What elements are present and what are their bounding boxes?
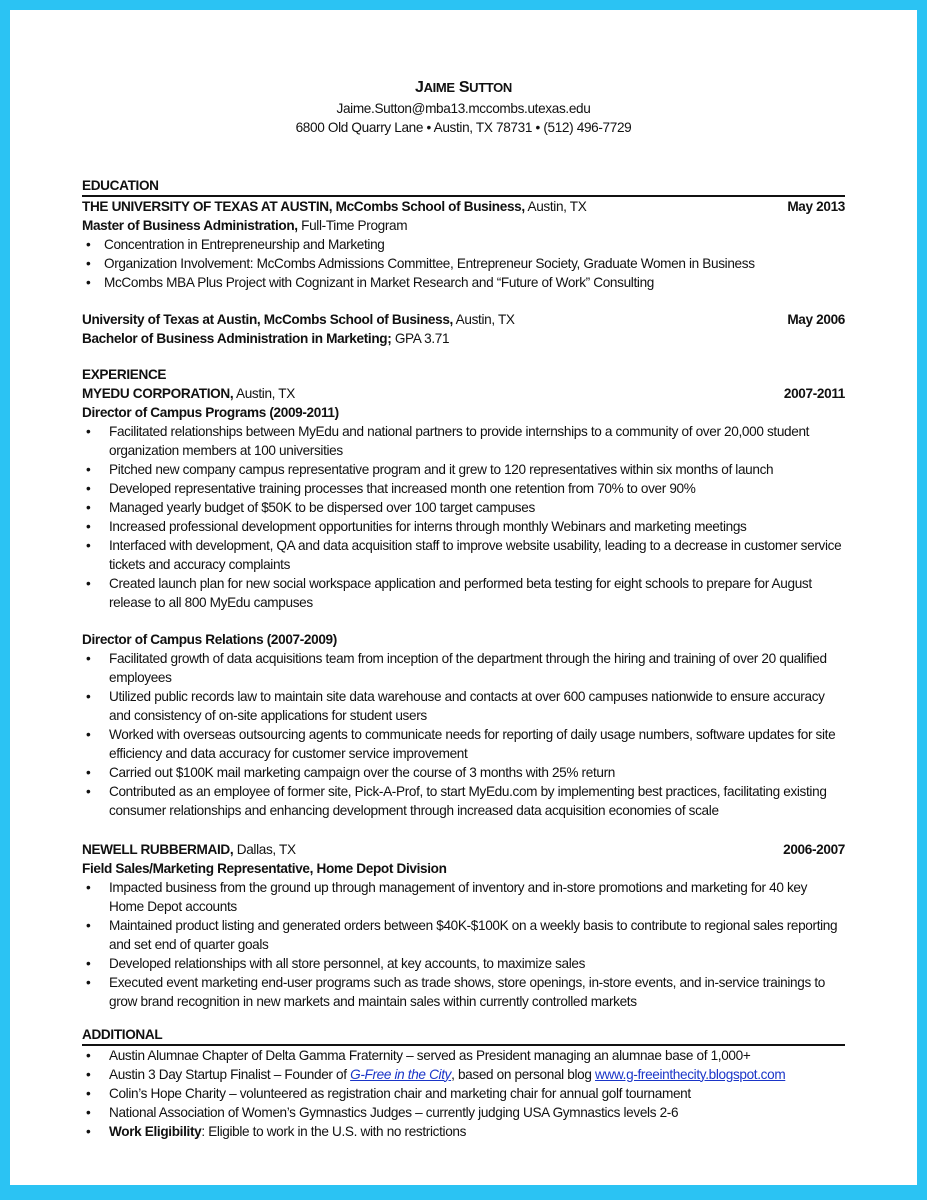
school-date: May 2013: [787, 198, 845, 214]
school-location: Austin, TX: [452, 311, 515, 327]
list-item: • Pitched new company campus representative program and it grew to 120 representatives within six months of launch: [82, 460, 845, 479]
role-bullets: [82, 422, 845, 612]
school-row: [82, 197, 845, 216]
education-section: [82, 197, 845, 348]
blog-link[interactable]: www.g-freeinthecity.blogspot.com: [595, 1066, 786, 1082]
name-part: UTTON: [469, 80, 512, 95]
candidate-name: [82, 78, 845, 98]
list-item: • Developed representative training processes that increased month one retention from 70% to over 90%: [82, 479, 845, 498]
list-item: • Executed event marketing end-user programs such as trade shows, store openings, in-store events, and in-service trainings to grow brand recognition in new markets and maintain sales within currently controlled markets: [82, 973, 845, 1011]
school-location: Austin, TX: [524, 198, 587, 214]
role-title: Director of Campus Programs (2009-2011): [82, 404, 339, 420]
school-name: [82, 310, 515, 329]
job-row: [82, 384, 845, 403]
degree: [82, 329, 845, 348]
experience-section: [82, 384, 845, 1011]
name-part: AIME: [423, 80, 455, 95]
role-bullets: [82, 649, 845, 820]
resume-content: [82, 78, 845, 1141]
job-date: 2007-2011: [783, 385, 845, 401]
text: , based on personal blog: [451, 1066, 596, 1082]
spacer: [82, 612, 845, 630]
company-location: Dallas, TX: [233, 841, 296, 857]
job-row: [82, 840, 845, 859]
school-row: [82, 310, 845, 329]
company-name: NEWELL RUBBERMAID,: [82, 841, 234, 857]
list-item: • Interfaced with development, QA and data acquisition staff to improve website usability, leading to a decrease in customer service tickets and accuracy complaints: [82, 536, 845, 574]
degree: [82, 216, 845, 235]
resume-header: [82, 78, 845, 138]
list-item: • Increased professional development opportunities for interns through monthly Webinars and marketing meetings: [82, 517, 845, 536]
list-item: [82, 1122, 845, 1141]
degree-detail: Full-Time Program: [297, 217, 408, 233]
list-item: • Facilitated relationships between MyEdu and national partners to provide internships to a community of over 20,000 student organization members at 100 universities: [82, 422, 845, 460]
list-item: • Impacted business from the ground up through management of inventory and in-store promotions and marketing for 40 key Home Depot accounts: [82, 878, 845, 916]
school-date: May 2006: [787, 311, 845, 327]
label: Work Eligibility: [109, 1123, 202, 1139]
degree-title: Bachelor of Business Administration in Marketing;: [82, 330, 392, 346]
role-title: Director of Campus Relations (2007-2009): [82, 631, 337, 647]
email: Jaime.Sutton@mba13.mccombs.utexas.edu: [336, 100, 591, 116]
g-free-link[interactable]: G-Free in the City: [350, 1066, 452, 1082]
section-heading-experience: EXPERIENCE: [82, 366, 167, 382]
section-heading-education: EDUCATION: [82, 176, 845, 197]
list-item: • Developed relationships with all store personnel, at key accounts, to maximize sales: [82, 954, 845, 973]
company-location: Austin, TX: [233, 385, 295, 401]
company-name: MYEDU CORPORATION,: [82, 385, 234, 401]
list-item: • Facilitated growth of data acquisitions team from inception of the department through the hiring and training of over 20 qualified employees: [82, 649, 845, 687]
role-bullets: [82, 878, 845, 1011]
list-item: • McCombs MBA Plus Project with Cognizant in Market Research and “Future of Work” Consulting: [82, 273, 845, 292]
text: Austin 3 Day Startup Finalist – Founder of: [109, 1066, 351, 1082]
section-heading-additional: ADDITIONAL: [82, 1025, 845, 1046]
list-item: • Carried out $100K mail marketing campaign over the course of 3 months with 25% return: [82, 763, 845, 782]
list-item: • Austin Alumnae Chapter of Delta Gamma Fraternity – served as President managing an alumnae base of 1,000+: [82, 1046, 845, 1065]
school-title: THE UNIVERSITY OF TEXAS AT AUSTIN, McCombs School of Business,: [82, 198, 525, 214]
list-item: • Managed yearly budget of $50K to be dispersed over 100 target campuses: [82, 498, 845, 517]
company: [82, 840, 296, 859]
resume-page: [10, 10, 917, 1185]
company: [82, 384, 295, 403]
degree-detail: GPA 3.71: [391, 330, 450, 346]
list-item: • Organization Involvement: McCombs Admissions Committee, Entrepreneur Society, Graduate Women in Business: [82, 254, 845, 273]
list-item: • Worked with overseas outsourcing agents to communicate needs for reporting of daily usage numbers, software updates for site efficiency and data accuracy for customer service improvement: [82, 725, 845, 763]
degree-title: Master of Business Administration,: [82, 217, 298, 233]
additional-list: [82, 1046, 845, 1141]
education-bullets: [82, 235, 845, 292]
list-item: • Concentration in Entrepreneurship and Marketing: [82, 235, 845, 254]
address-phone: 6800 Old Quarry Lane • Austin, TX 78731 • (512) 496-7729: [295, 120, 632, 135]
list-item: • Created launch plan for new social workspace application and performed beta testing for eight schools to prepare for August release to all 800 MyEdu campuses: [82, 574, 845, 612]
list-item: [82, 1065, 845, 1084]
school-title: University of Texas at Austin, McCombs School of Business,: [82, 311, 453, 327]
role-title: Field Sales/Marketing Representative, Home Depot Division: [82, 860, 447, 876]
spacer: [82, 820, 845, 840]
name-part: S: [458, 79, 470, 96]
list-item: • Maintained product listing and generated orders between $40K-$100K on a weekly basis to contribute to regional sales reporting and set end of quarter goals: [82, 916, 845, 954]
job-date: 2006-2007: [783, 841, 845, 857]
list-item: • Colin’s Hope Charity – volunteered as registration chair and marketing chair for annual golf tournament: [82, 1084, 845, 1103]
spacer: [82, 292, 845, 310]
list-item: • Utilized public records law to maintain site data warehouse and contacts at over 600 campuses nationwide to ensure accuracy and consistency of on-site applications for student users: [82, 687, 845, 725]
text: : Eligible to work in the U.S. with no restrictions: [201, 1123, 467, 1139]
list-item: • Contributed as an employee of former site, Pick-A-Prof, to start MyEdu.com by implementing best practices, facilitating existing consumer relationships and enhancing development through increased data acquisition economies of scale: [82, 782, 845, 820]
name-part: J: [415, 79, 424, 96]
school-name: [82, 197, 586, 216]
list-item: • National Association of Women’s Gymnastics Judges – currently judging USA Gymnastics levels 2-6: [82, 1103, 845, 1122]
